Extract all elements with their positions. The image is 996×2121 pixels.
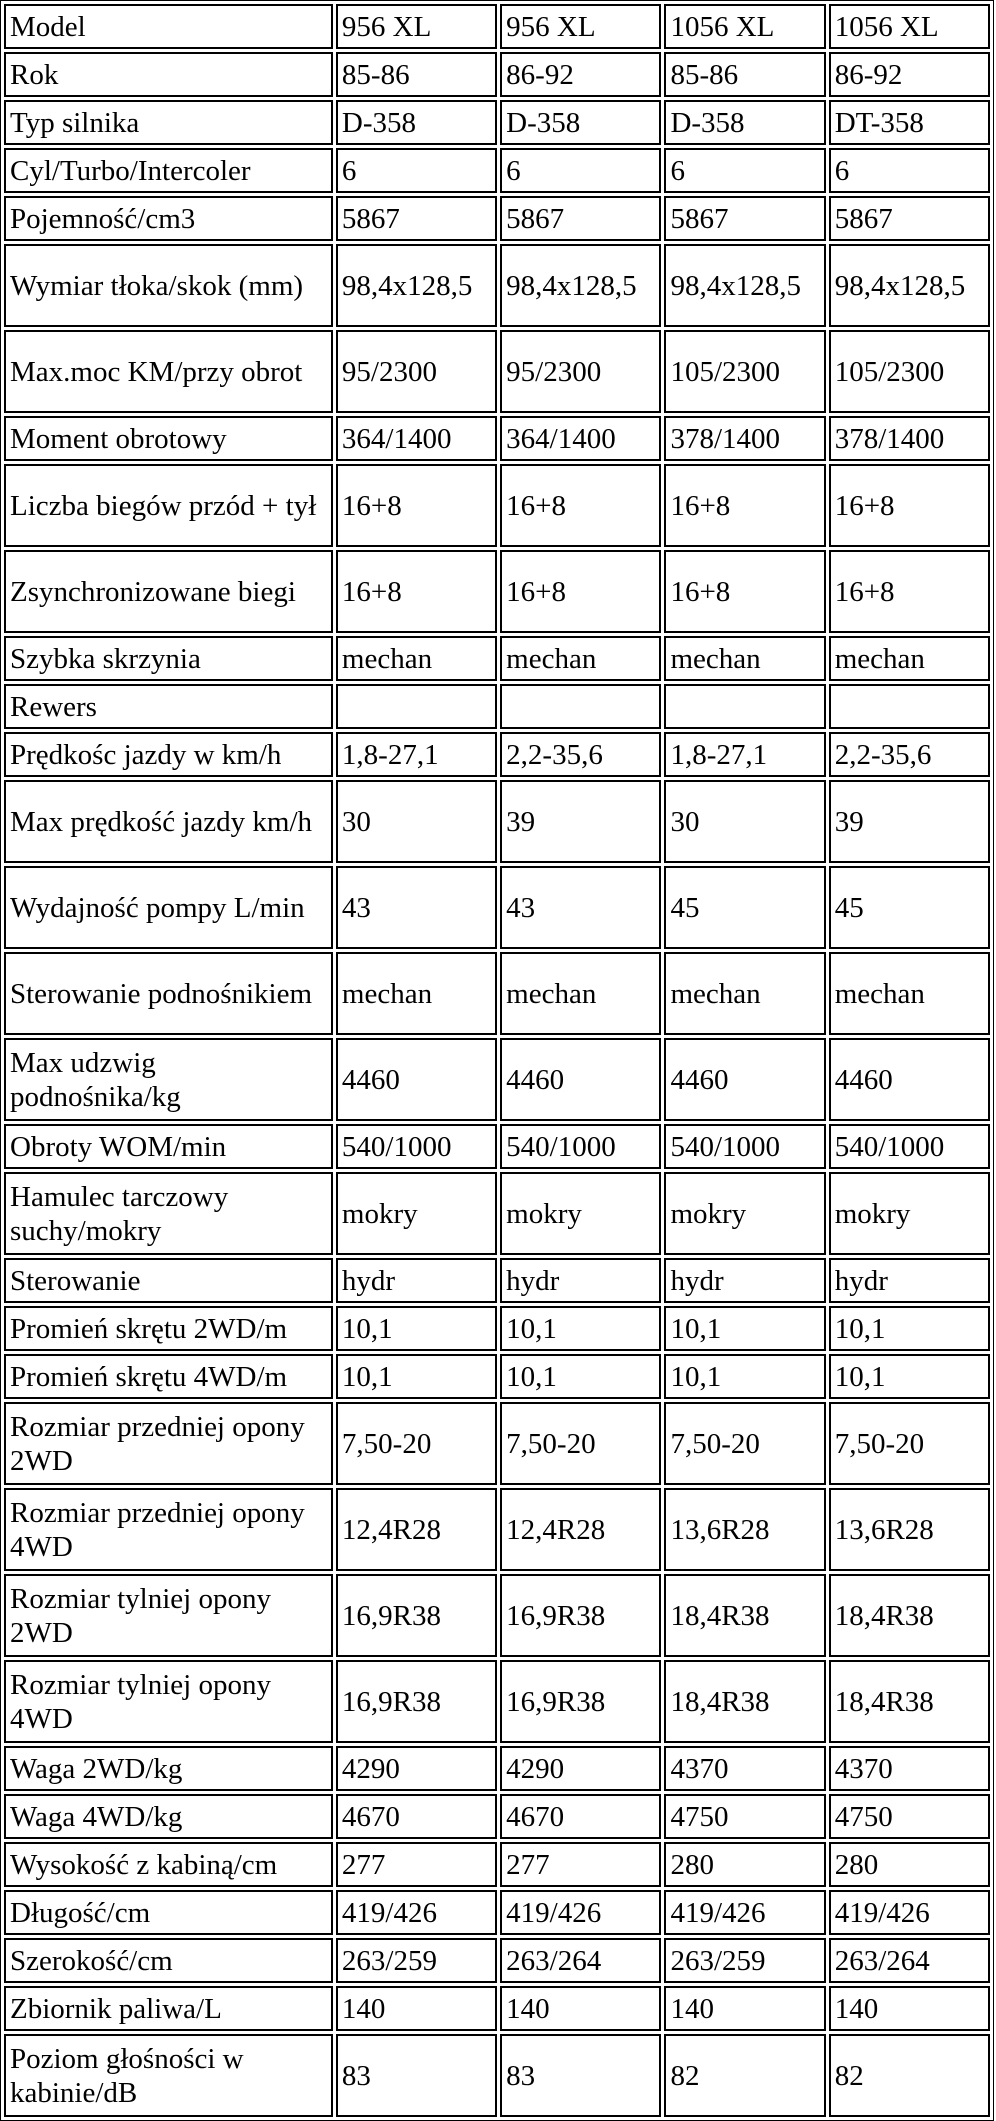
value-cell: 7,50-20 — [336, 1402, 497, 1485]
value-cell: 263/264 — [829, 1938, 990, 1983]
value-cell: 2,2-35,6 — [829, 732, 990, 777]
table-row — [4, 1354, 990, 1399]
value-cell: 140 — [336, 1986, 497, 2031]
value-cell: 4290 — [500, 1746, 661, 1791]
value-cell: 43 — [336, 866, 497, 949]
value-cell: 18,4R38 — [829, 1660, 990, 1743]
value-cell: 4670 — [336, 1794, 497, 1839]
row-label-cell: Rozmiar tylniej opony 4WD — [4, 1660, 333, 1743]
value-cell: hydr — [500, 1258, 661, 1303]
value-cell: 18,4R38 — [829, 1574, 990, 1657]
table-row — [4, 952, 990, 1035]
value-cell: 10,1 — [829, 1306, 990, 1351]
table-row — [4, 1794, 990, 1839]
value-cell: 419/426 — [500, 1890, 661, 1935]
value-cell: 280 — [829, 1842, 990, 1887]
row-label-cell: Wymiar tłoka/skok (mm) — [4, 244, 333, 327]
value-cell: 45 — [829, 866, 990, 949]
value-cell: 18,4R38 — [664, 1574, 825, 1657]
table-row — [4, 1258, 990, 1303]
value-cell: 364/1400 — [336, 416, 497, 461]
value-cell — [336, 684, 497, 729]
value-cell: 419/426 — [664, 1890, 825, 1935]
spec-table-body — [4, 4, 990, 2117]
table-row — [4, 1488, 990, 1571]
value-cell: 16,9R38 — [500, 1660, 661, 1743]
value-cell: 7,50-20 — [500, 1402, 661, 1485]
row-label-cell: Rozmiar tylniej opony 2WD — [4, 1574, 333, 1657]
table-row — [4, 1746, 990, 1791]
table-row — [4, 732, 990, 777]
row-label-cell: Wysokość z kabiną/cm — [4, 1842, 333, 1887]
table-row — [4, 52, 990, 97]
value-cell: 16+8 — [500, 550, 661, 633]
table-row — [4, 1574, 990, 1657]
table-row — [4, 550, 990, 633]
table-row — [4, 780, 990, 863]
value-cell: 10,1 — [664, 1306, 825, 1351]
value-cell: 95/2300 — [336, 330, 497, 413]
value-cell: 82 — [664, 2034, 825, 2117]
value-cell: 378/1400 — [664, 416, 825, 461]
value-cell: 277 — [500, 1842, 661, 1887]
row-label-cell: Promień skrętu 4WD/m — [4, 1354, 333, 1399]
value-cell: 98,4x128,5 — [336, 244, 497, 327]
row-label-cell: Max udzwig podnośnika/kg — [4, 1038, 333, 1121]
row-label-cell: Prędkośc jazdy w km/h — [4, 732, 333, 777]
model-header-cell: 956 XL — [500, 4, 661, 49]
value-cell: 5867 — [829, 196, 990, 241]
value-cell: 16+8 — [829, 464, 990, 547]
table-row — [4, 244, 990, 327]
value-cell: 4750 — [829, 1794, 990, 1839]
value-cell: 540/1000 — [829, 1124, 990, 1169]
value-cell: 364/1400 — [500, 416, 661, 461]
table-row — [4, 1660, 990, 1743]
value-cell: 85-86 — [336, 52, 497, 97]
row-label-cell: Wydajność pompy L/min — [4, 866, 333, 949]
value-cell: 105/2300 — [829, 330, 990, 413]
value-cell: mechan — [500, 952, 661, 1035]
value-cell: 263/259 — [664, 1938, 825, 1983]
value-cell: 7,50-20 — [664, 1402, 825, 1485]
model-header-cell: 956 XL — [336, 4, 497, 49]
value-cell: 5867 — [664, 196, 825, 241]
row-label-cell: Poziom głośności w kabinie/dB — [4, 2034, 333, 2117]
row-label-cell: Max.moc KM/przy obrot — [4, 330, 333, 413]
table-row — [4, 1890, 990, 1935]
value-cell: 6 — [500, 148, 661, 193]
value-cell: 4460 — [664, 1038, 825, 1121]
value-cell: hydr — [336, 1258, 497, 1303]
value-cell: D-358 — [336, 100, 497, 145]
value-cell: DT-358 — [829, 100, 990, 145]
value-cell: 378/1400 — [829, 416, 990, 461]
value-cell: mokry — [500, 1172, 661, 1255]
value-cell: 4370 — [664, 1746, 825, 1791]
row-label-cell: Moment obrotowy — [4, 416, 333, 461]
value-cell: mokry — [829, 1172, 990, 1255]
row-label-cell: Liczba biegów przód + tył — [4, 464, 333, 547]
model-header-cell: 1056 XL — [829, 4, 990, 49]
value-cell: 45 — [664, 866, 825, 949]
table-row — [4, 1986, 990, 2031]
row-label-cell: Promień skrętu 2WD/m — [4, 1306, 333, 1351]
value-cell: mechan — [664, 636, 825, 681]
row-label-cell: Szerokość/cm — [4, 1938, 333, 1983]
value-cell: 10,1 — [336, 1306, 497, 1351]
value-cell: mokry — [336, 1172, 497, 1255]
value-cell: hydr — [664, 1258, 825, 1303]
value-cell: mechan — [500, 636, 661, 681]
row-label-cell: Max prędkość jazdy km/h — [4, 780, 333, 863]
value-cell: 16,9R38 — [336, 1660, 497, 1743]
value-cell: mechan — [664, 952, 825, 1035]
value-cell: 16,9R38 — [336, 1574, 497, 1657]
value-cell: 10,1 — [500, 1306, 661, 1351]
table-row — [4, 1402, 990, 1485]
table-row — [4, 1038, 990, 1121]
row-label-cell: Sterowanie podnośnikiem — [4, 952, 333, 1035]
value-cell: 10,1 — [664, 1354, 825, 1399]
row-label-cell: Rok — [4, 52, 333, 97]
value-cell: 43 — [500, 866, 661, 949]
value-cell: 12,4R28 — [336, 1488, 497, 1571]
value-cell: D-358 — [500, 100, 661, 145]
table-row — [4, 1172, 990, 1255]
value-cell: 86-92 — [829, 52, 990, 97]
value-cell: 83 — [336, 2034, 497, 2117]
value-cell: D-358 — [664, 100, 825, 145]
value-cell: 277 — [336, 1842, 497, 1887]
value-cell: hydr — [829, 1258, 990, 1303]
value-cell: 140 — [829, 1986, 990, 2031]
row-label-cell: Cyl/Turbo/Intercoler — [4, 148, 333, 193]
table-row — [4, 636, 990, 681]
value-cell: 5867 — [500, 196, 661, 241]
value-cell: 280 — [664, 1842, 825, 1887]
value-cell: 7,50-20 — [829, 1402, 990, 1485]
value-cell: 13,6R28 — [829, 1488, 990, 1571]
table-row — [4, 330, 990, 413]
value-cell: 140 — [664, 1986, 825, 2031]
row-label-cell: Sterowanie — [4, 1258, 333, 1303]
table-row — [4, 1842, 990, 1887]
value-cell: 419/426 — [336, 1890, 497, 1935]
table-row — [4, 1306, 990, 1351]
value-cell — [664, 684, 825, 729]
table-row — [4, 416, 990, 461]
value-cell: 263/259 — [336, 1938, 497, 1983]
value-cell: 98,4x128,5 — [664, 244, 825, 327]
row-label-cell: Rozmiar przedniej opony 2WD — [4, 1402, 333, 1485]
value-cell: 263/264 — [500, 1938, 661, 1983]
table-row — [4, 2034, 990, 2117]
value-cell: 86-92 — [500, 52, 661, 97]
table-row — [4, 1124, 990, 1169]
value-cell: 540/1000 — [500, 1124, 661, 1169]
value-cell: 16+8 — [500, 464, 661, 547]
table-row — [4, 148, 990, 193]
value-cell: 540/1000 — [664, 1124, 825, 1169]
value-cell: 6 — [336, 148, 497, 193]
row-label-cell: Hamulec tarczowy suchy/mokry — [4, 1172, 333, 1255]
value-cell: mechan — [829, 952, 990, 1035]
value-cell: 39 — [500, 780, 661, 863]
value-cell: 4460 — [500, 1038, 661, 1121]
value-cell: 18,4R38 — [664, 1660, 825, 1743]
value-cell: 4750 — [664, 1794, 825, 1839]
value-cell: 419/426 — [829, 1890, 990, 1935]
value-cell: 6 — [829, 148, 990, 193]
value-cell: 12,4R28 — [500, 1488, 661, 1571]
table-row — [4, 1938, 990, 1983]
value-cell: 140 — [500, 1986, 661, 2031]
table-row — [4, 464, 990, 547]
value-cell: 105/2300 — [664, 330, 825, 413]
table-row — [4, 100, 990, 145]
value-cell: 30 — [336, 780, 497, 863]
model-header-cell: 1056 XL — [664, 4, 825, 49]
value-cell: 16+8 — [336, 550, 497, 633]
row-label-cell: Rozmiar przedniej opony 4WD — [4, 1488, 333, 1571]
value-cell: mechan — [829, 636, 990, 681]
value-cell — [500, 684, 661, 729]
row-label-cell: Długość/cm — [4, 1890, 333, 1935]
table-row — [4, 196, 990, 241]
value-cell: 10,1 — [336, 1354, 497, 1399]
value-cell: mechan — [336, 952, 497, 1035]
value-cell: 5867 — [336, 196, 497, 241]
value-cell: mokry — [664, 1172, 825, 1255]
header-label-cell: Model — [4, 4, 333, 49]
row-label-cell: Pojemność/cm3 — [4, 196, 333, 241]
value-cell: 4460 — [829, 1038, 990, 1121]
value-cell: 16+8 — [664, 464, 825, 547]
value-cell: 16,9R38 — [500, 1574, 661, 1657]
row-label-cell: Zbiornik paliwa/L — [4, 1986, 333, 2031]
value-cell: 16+8 — [829, 550, 990, 633]
value-cell: 10,1 — [500, 1354, 661, 1399]
value-cell: 4290 — [336, 1746, 497, 1791]
value-cell: 4670 — [500, 1794, 661, 1839]
value-cell: mechan — [336, 636, 497, 681]
value-cell: 10,1 — [829, 1354, 990, 1399]
value-cell: 83 — [500, 2034, 661, 2117]
value-cell: 85-86 — [664, 52, 825, 97]
row-label-cell: Typ silnika — [4, 100, 333, 145]
value-cell: 13,6R28 — [664, 1488, 825, 1571]
value-cell: 6 — [664, 148, 825, 193]
value-cell: 30 — [664, 780, 825, 863]
value-cell: 95/2300 — [500, 330, 661, 413]
value-cell: 1,8-27,1 — [336, 732, 497, 777]
table-header-row — [4, 4, 990, 49]
value-cell — [829, 684, 990, 729]
value-cell: 1,8-27,1 — [664, 732, 825, 777]
value-cell: 4460 — [336, 1038, 497, 1121]
value-cell: 540/1000 — [336, 1124, 497, 1169]
value-cell: 16+8 — [664, 550, 825, 633]
row-label-cell: Zsynchronizowane biegi — [4, 550, 333, 633]
row-label-cell: Waga 2WD/kg — [4, 1746, 333, 1791]
row-label-cell: Waga 4WD/kg — [4, 1794, 333, 1839]
row-label-cell: Rewers — [4, 684, 333, 729]
value-cell: 16+8 — [336, 464, 497, 547]
table-row — [4, 866, 990, 949]
value-cell: 98,4x128,5 — [829, 244, 990, 327]
table-row — [4, 684, 990, 729]
row-label-cell: Obroty WOM/min — [4, 1124, 333, 1169]
value-cell: 4370 — [829, 1746, 990, 1791]
value-cell: 2,2-35,6 — [500, 732, 661, 777]
value-cell: 98,4x128,5 — [500, 244, 661, 327]
value-cell: 39 — [829, 780, 990, 863]
row-label-cell: Szybka skrzynia — [4, 636, 333, 681]
value-cell: 82 — [829, 2034, 990, 2117]
